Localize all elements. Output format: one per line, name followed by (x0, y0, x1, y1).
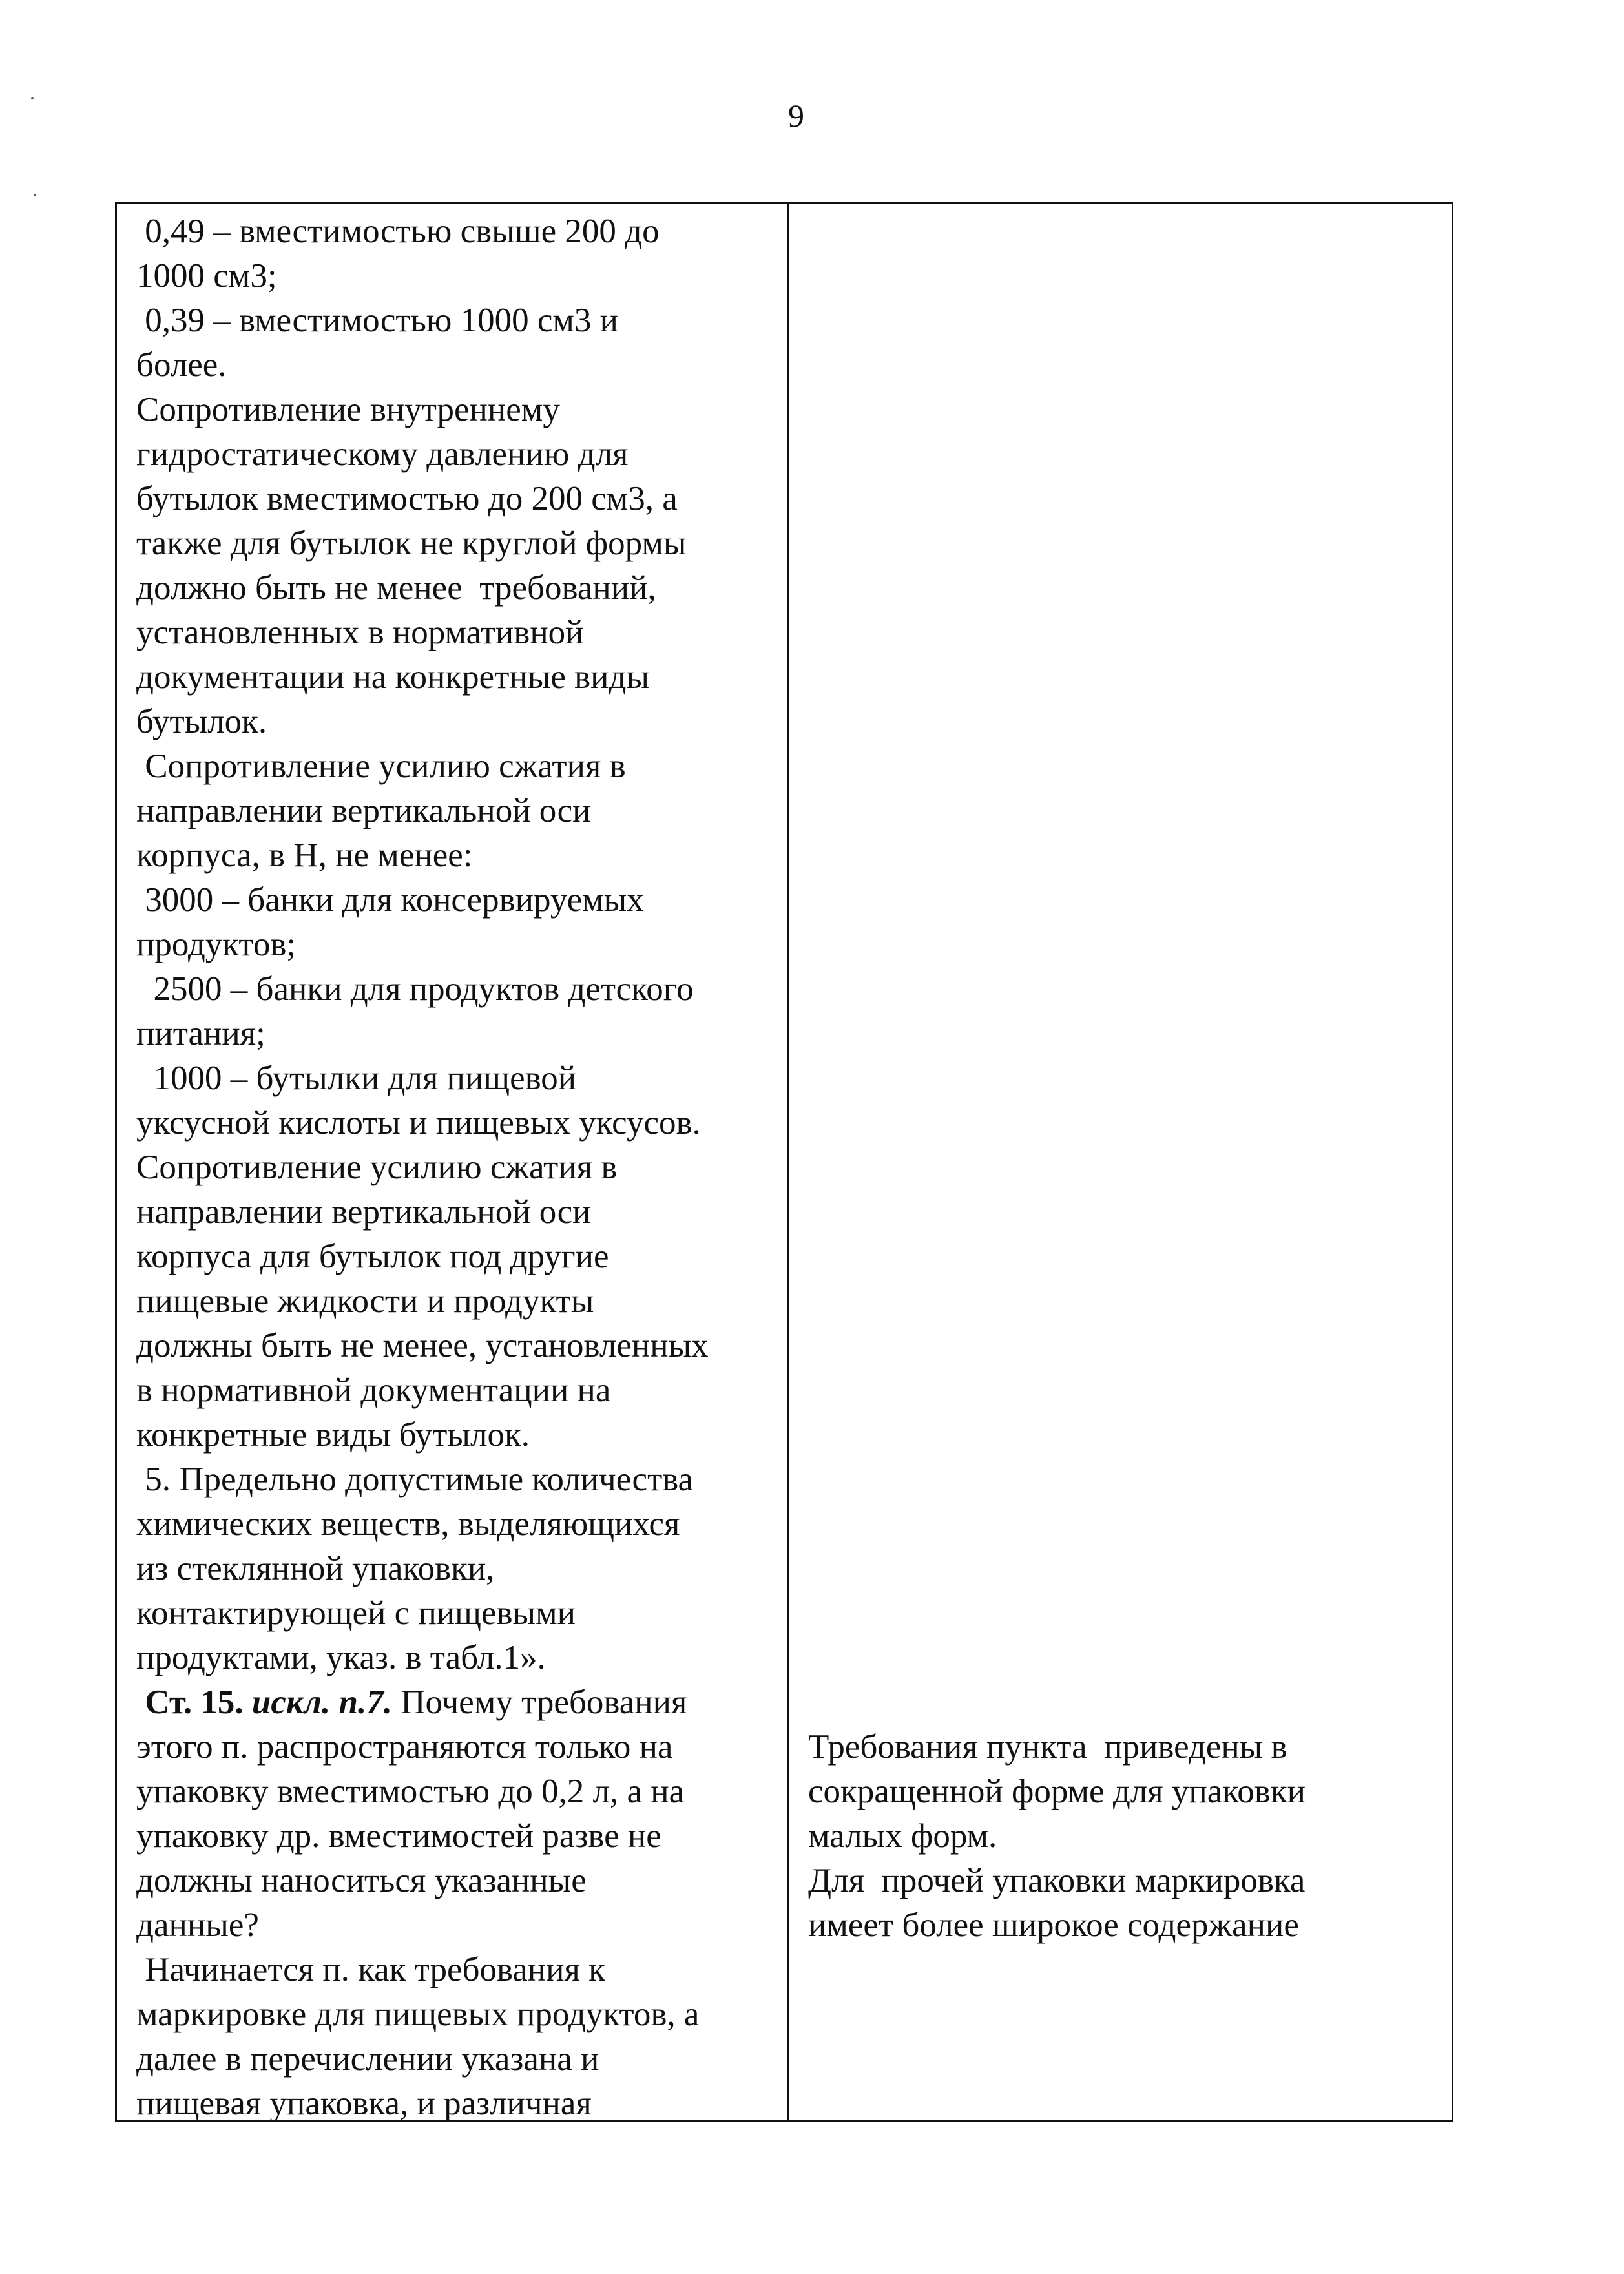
remark-line: должны наноситься указанные (136, 1862, 587, 1899)
remark-line: контактирующей с пищевыми (136, 1594, 576, 1632)
remark-line: направлении вертикальной оси (136, 792, 591, 829)
remark-line: пищевые жидкости и продукты (136, 1282, 594, 1320)
scan-speck (34, 194, 36, 196)
remark-line: питания; (136, 1015, 265, 1052)
remark-line: должны быть не менее, установленных (136, 1327, 709, 1364)
remark-line: бутылок вместимостью до 200 см3, а (136, 480, 678, 517)
remark-line: документации на конкретные виды (136, 658, 650, 696)
article-ref-bold: Ст. 15. (136, 1684, 252, 1721)
remark-line: 0,39 – вместимостью 1000 см3 и (136, 302, 619, 339)
page-number: 9 (788, 98, 804, 134)
remark-line: 1000 – бутылки для пищевой (136, 1059, 577, 1097)
response-spacer (808, 209, 1452, 1725)
remark-line: маркировке для пищевых продуктов, а (136, 1996, 700, 2033)
remark-line: Сопротивление внутреннему (136, 391, 560, 428)
remark-line: этого п. распространяются только на (136, 1728, 673, 1766)
remark-line: корпуса, в Н, не менее: (136, 837, 473, 874)
article-ref-bold-italic: искл. п.7. (251, 1684, 392, 1721)
remark-line: упаковку др. вместимостей разве не (136, 1817, 661, 1855)
remark-line: Сопротивление усилию сжатия в (136, 747, 626, 785)
remark-line: 1000 см3; (136, 257, 277, 295)
remark-text-before (136, 209, 787, 1680)
remark-line: корпуса для бутылок под другие (136, 1238, 609, 1275)
remark-line: продуктами, указ. в табл.1». (136, 1639, 546, 1676)
remark-line: конкретные виды бутылок. (136, 1416, 530, 1454)
remark-line: установленных в нормативной (136, 614, 584, 651)
remark-line: 5. Предельно допустимые количества (136, 1461, 694, 1498)
remark-line: Начинается п. как требования к (136, 1951, 605, 1988)
response-cell (789, 204, 1452, 2120)
remark-line: в нормативной документации на (136, 1372, 611, 1409)
response-line: малых форм. (808, 1817, 997, 1855)
remark-line: 3000 – банки для консервируемых (136, 881, 644, 919)
remark-line: продуктов; (136, 926, 297, 963)
remark-line: гидростатическому давлению для (136, 435, 629, 473)
remark-line: Сопротивление усилию сжатия в (136, 1149, 618, 1186)
response-line: имеет более широкое содержание (808, 1906, 1299, 1944)
comments-table (115, 202, 1453, 2122)
remark-line: данные? (136, 1906, 259, 1944)
remark-cell (117, 204, 789, 2120)
article-ref-rest: Почему требования (391, 1684, 687, 1721)
response-line: сокращенной форме для упаковки (808, 1773, 1306, 1810)
remark-line: химических веществ, выделяющихся (136, 1505, 680, 1543)
remark-line: направлении вертикальной оси (136, 1193, 591, 1231)
response-line: Требования пункта приведены в (808, 1728, 1287, 1766)
remark-line: более. (136, 346, 227, 384)
remark-line: уксусной кислоты и пищевых уксусов. (136, 1104, 701, 1142)
article-reference-line (136, 1680, 787, 1725)
remark-line: пищевая упаковка, и различная (136, 2085, 592, 2122)
remark-line: из стеклянной упаковки, (136, 1550, 495, 1587)
response-line: Для прочей упаковки маркировка (808, 1862, 1306, 1899)
remark-line: также для бутылок не круглой формы (136, 525, 687, 562)
remark-text-after (136, 1725, 787, 2126)
remark-line: далее в перечислении указана и (136, 2040, 599, 2078)
remark-line: упаковку вместимостью до 0,2 л, а на (136, 1773, 685, 1810)
response-text (808, 1725, 1452, 1948)
remark-line: 0,49 – вместимостью свыше 200 до (136, 213, 660, 250)
scan-speck (31, 97, 34, 99)
remark-line: бутылок. (136, 703, 267, 740)
remark-line: должно быть не менее требований, (136, 569, 656, 607)
remark-line: 2500 – банки для продуктов детского (136, 970, 694, 1008)
